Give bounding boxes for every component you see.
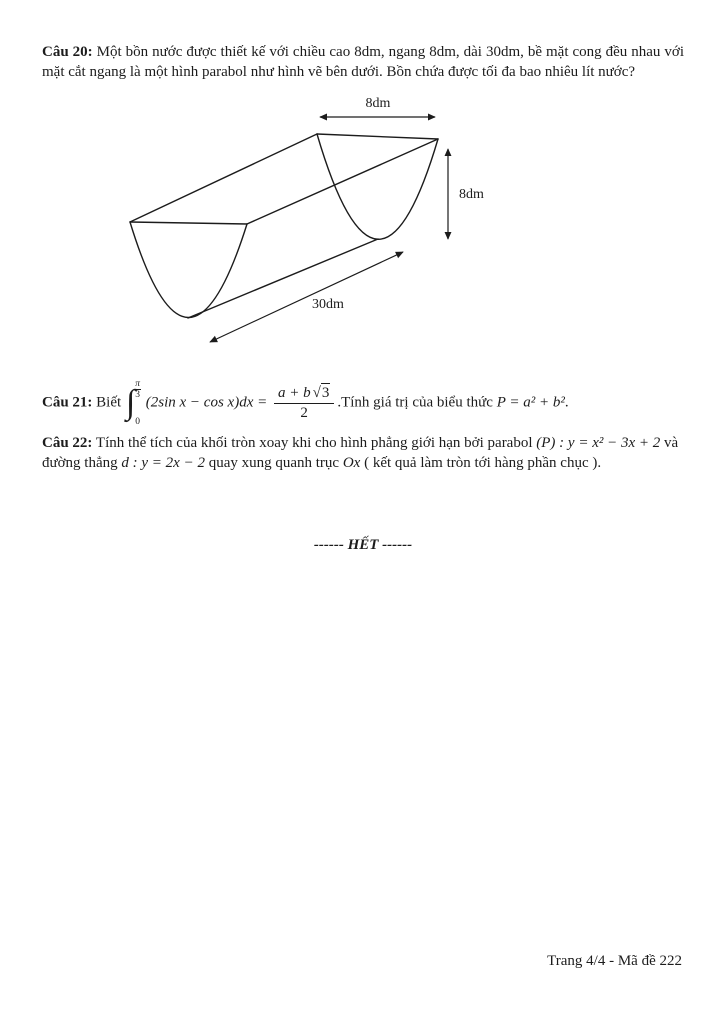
expression-P: P = a² + b² [496, 394, 565, 411]
back-parabola [317, 134, 438, 239]
upper-limit-numerator: π [135, 379, 141, 389]
upper-limit-denominator: 3 [135, 390, 140, 401]
front-parabola [130, 222, 247, 318]
page-footer: Trang 4/4 - Mã đề 222 [547, 953, 682, 969]
question-22-text3: quay xung quanh trục [208, 455, 340, 471]
question-22-text1: Tính thể tích của khối tròn xoay khi cho hình phẳng giới hạn bởi parabol [95, 435, 533, 451]
integrand: (2sin x − cos x)dx = [145, 394, 268, 411]
line-equation: d : y = 2x − 2 [121, 455, 205, 471]
question-22-text4: ( kết quả làm tròn tới hàng phần chục ). [364, 455, 602, 471]
tank-figure [120, 92, 530, 365]
keel-line [188, 239, 378, 318]
dim-height-label: 8dm [459, 187, 484, 202]
question-21 [42, 379, 684, 427]
question-20-label: Câu 20: [42, 44, 93, 60]
integral-limits [134, 379, 141, 427]
question-21-period: . [564, 394, 569, 411]
front-top-edge [130, 222, 247, 224]
dim-top-width-label: 8dm [365, 96, 391, 111]
question-22-label: Câu 22: [42, 435, 93, 451]
question-21-after: .Tính giá trị của biểu thức [337, 394, 493, 411]
dimension-labels [312, 96, 484, 312]
axis-label: Ox [342, 455, 361, 471]
integral-expression [126, 379, 141, 427]
radicand: 3 [321, 385, 330, 402]
fraction-numerator [274, 383, 334, 404]
question-21-intro: Biết [96, 394, 122, 411]
integral-lower-limit: 0 [135, 416, 140, 427]
numerator-text: a + b [277, 385, 311, 402]
dim-length-label: 30dm [312, 297, 344, 312]
integral-upper-limit [134, 379, 141, 401]
sqrt-sign: √ [312, 385, 321, 402]
back-top-edge [317, 134, 438, 139]
question-20 [42, 42, 684, 82]
integral-sign: ∫ [125, 384, 136, 421]
question-21-label: Câu 21: [42, 394, 93, 411]
result-fraction [274, 383, 334, 423]
question-20-text: Một bồn nước được thiết kế với chiều cao 8dm, ngang 8dm, dài 30dm, bề mặt cong đều nhau với mặt cắt ngang là một hình parabol như hình vẽ bên dưới. Bồn chứa được tối đa bao nhiêu lít nước? [42, 44, 685, 80]
fraction-denominator: 2 [300, 405, 308, 421]
tank-figure-drawing [120, 92, 530, 360]
question-22-text2: và đường thẳng [42, 435, 679, 471]
left-top-edge [130, 134, 317, 222]
end-mark: ------ HẾT ------ [313, 537, 413, 553]
trough-wireframe [130, 134, 438, 318]
parabola-equation: (P) : y = x² − 3x + 2 [536, 435, 661, 451]
question-22 [42, 433, 684, 473]
